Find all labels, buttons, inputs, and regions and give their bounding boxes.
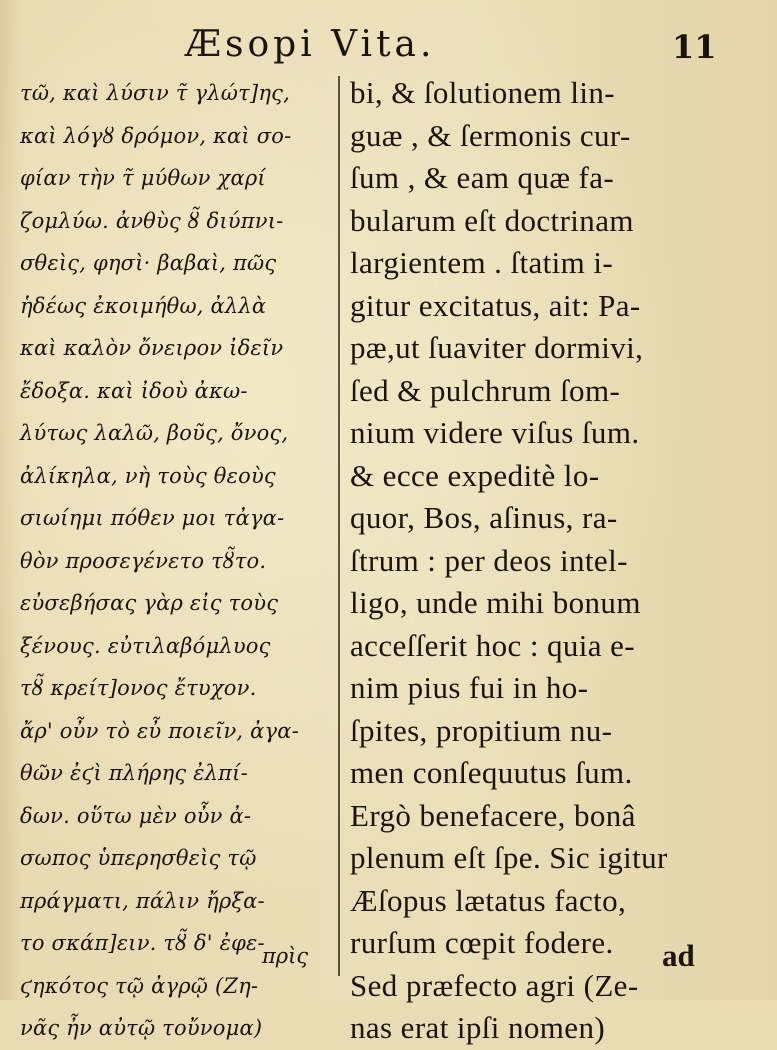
greek-line: σθεὶς, φησὶ· βαβαὶ, πῶς bbox=[20, 251, 277, 275]
greek-line: καὶ καλὸν ὄνειρον ἰδεῖν bbox=[20, 336, 284, 360]
latin-line: ſum , & eam quæ fa- bbox=[350, 160, 615, 195]
greek-line: ζομλύω. ἀνθὺς ȣ̃ διύπνι- bbox=[20, 208, 284, 233]
greek-catchword: πρὶς bbox=[262, 944, 309, 968]
latin-line: ſtrum : per deos intel- bbox=[350, 542, 628, 578]
running-head: Æsopi Vita. bbox=[185, 24, 436, 65]
latin-line: guæ , & ſermonis cur- bbox=[350, 117, 631, 153]
greek-line: ἄρ' οὖν τὸ εὖ ποιεῖν, ἀγα- bbox=[20, 718, 299, 743]
latin-line: Æſopus lætatus facto, bbox=[350, 882, 627, 918]
page-number: 11 bbox=[672, 28, 717, 66]
greek-line: το σκάπ]ειν. τȣ̃ δ' ἐφε- bbox=[20, 931, 265, 955]
latin-line: nas erat ipſi nomen) bbox=[350, 1010, 606, 1045]
latin-line: ſpites, propitium nu- bbox=[350, 712, 613, 748]
greek-line: ἔδοξα. καὶ ἰδοὺ ἀκω- bbox=[20, 378, 248, 403]
greek-line: δων. οὕτω μὲν οὖν ἀ- bbox=[20, 803, 252, 828]
latin-column bbox=[350, 72, 710, 1050]
latin-line: plenum eſt ſpe. Sic igitur bbox=[350, 840, 668, 875]
greek-line: φίαν τὴν τ̃ μύθων χαρί bbox=[20, 166, 266, 190]
greek-line: λύτως λαλῶ, βοῦς, ὄνος, bbox=[20, 421, 289, 445]
greek-line: θὸν προσεγένετο τȣ̃το. bbox=[20, 548, 267, 573]
latin-line: men conſequutus ſum. bbox=[350, 755, 633, 790]
latin-line: gitur excitatus, ait: Pa- bbox=[350, 287, 641, 323]
latin-line: largientem . ſtatim i- bbox=[350, 245, 614, 280]
latin-line: Sed præfecto agri (Ze- bbox=[350, 967, 639, 1003]
latin-line: Ergò benefacere, bonâ bbox=[350, 797, 636, 833]
latin-line: nim pius fui in ho- bbox=[350, 670, 589, 705]
latin-line: acceſſerit hoc : quia e- bbox=[350, 627, 635, 663]
greek-line: ξένους. εὐτιλαβόμλυος bbox=[20, 633, 271, 658]
latin-line: pæ,ut ſuaviter dormivi, bbox=[350, 330, 644, 365]
latin-line: rurſum cœpit fodere. bbox=[350, 925, 614, 960]
latin-line: quor, Bos, aſinus, ra- bbox=[350, 500, 618, 535]
latin-line: bi, & ſolutionem lin- bbox=[350, 75, 615, 110]
latin-line: bularum eſt doctrinam bbox=[350, 202, 634, 238]
greek-line: σιωίημι πόθεν μοι τἀγα- bbox=[20, 506, 285, 530]
greek-line: ϛηκότος τῷ ἀγρῷ (Ζη- bbox=[20, 973, 259, 998]
greek-line: τȣ̃ κρείτ]ονος ἔτυχον. bbox=[20, 676, 257, 700]
greek-line: πράγματι, πάλιν ἤρξα- bbox=[20, 888, 265, 913]
latin-line: ſed & pulchrum ſom- bbox=[350, 372, 621, 408]
greek-line: νᾶς ἦν αὐτῷ τοὔνομα) bbox=[20, 1016, 263, 1040]
greek-line: καὶ λόγȣ δρόμον, καὶ σο- bbox=[20, 123, 292, 148]
latin-catchword: ad bbox=[662, 938, 695, 973]
greek-column bbox=[20, 72, 325, 1050]
greek-line: ἀλίκηλα, νὴ τοὺς θεοὺς bbox=[20, 463, 276, 488]
greek-line: τῶ, καὶ λύσιν τ̃ γλώτ]ης, bbox=[20, 81, 290, 105]
latin-line: & ecce expeditè lo- bbox=[350, 457, 600, 493]
greek-line: εὐσεβήσας γὰρ εἰς τοὺς bbox=[20, 591, 279, 615]
greek-line: ἡδέως ἐκοιμήθω, ἀλλὰ bbox=[20, 293, 267, 318]
latin-line: nium videre viſus ſum. bbox=[350, 415, 640, 450]
greek-line: θῶν ἐϛὶ πλήρης ἐλπί- bbox=[20, 761, 248, 785]
column-divider bbox=[338, 76, 340, 976]
greek-line: σωπος ὑπερησθεὶς τῷ bbox=[20, 846, 257, 870]
latin-line: ligo, unde mihi bonum bbox=[350, 585, 641, 620]
